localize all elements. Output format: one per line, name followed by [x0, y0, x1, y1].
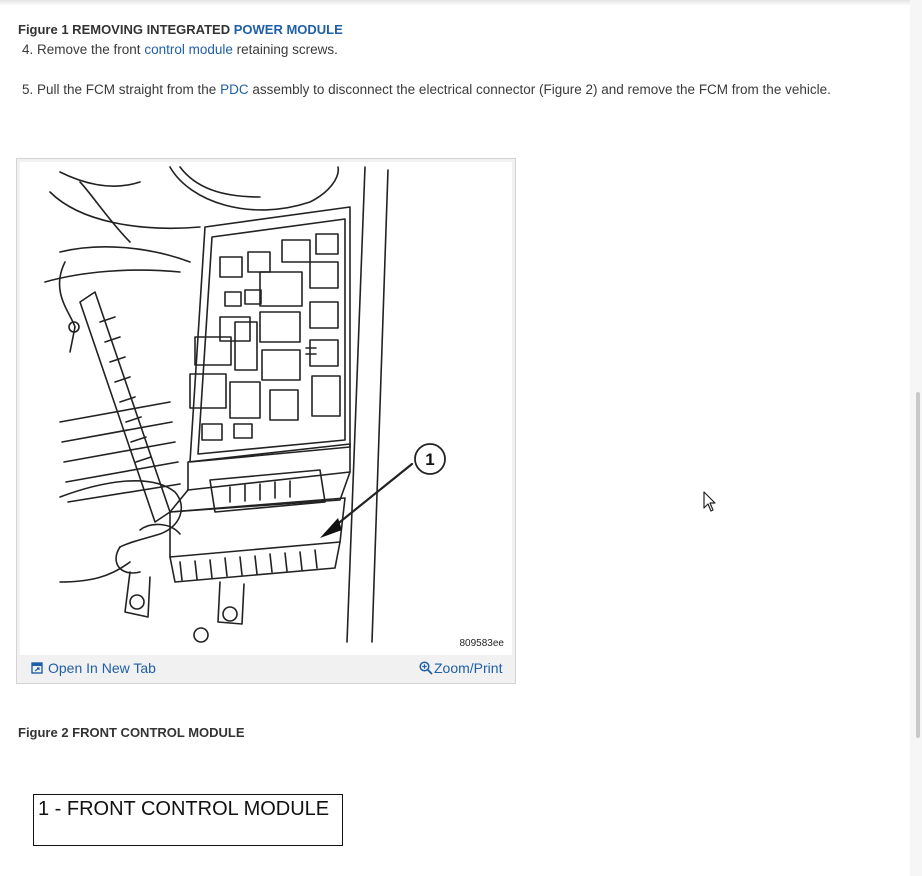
figure1-caption [18, 22, 343, 37]
fcm-removal-illustration[interactable] [20, 162, 512, 655]
step-5-text-end: assembly to disconnect the electrical connector (Figure 2) and remove the FCM from the vehicle. [248, 82, 831, 97]
step-4-text: 4. Remove the front [22, 42, 145, 57]
pdc-link[interactable]: PDC [220, 82, 249, 97]
figure-actions [17, 657, 515, 683]
top-shadow [0, 0, 922, 6]
mouse-pointer-icon [703, 491, 717, 513]
figure2-caption: Figure 2 FRONT CONTROL MODULE [18, 725, 245, 740]
legend-text: 1 - FRONT CONTROL MODULE [38, 798, 330, 820]
zoom-print-button[interactable] [419, 660, 502, 676]
figure-container [16, 158, 516, 684]
scrollbar-thumb[interactable] [916, 392, 920, 738]
zoom-icon [419, 661, 433, 675]
open-in-new-tab-label: Open In New Tab [48, 660, 156, 676]
image-id: 809583ee [459, 638, 504, 649]
open-tab-icon [31, 662, 43, 674]
callout-number: 1 [425, 450, 435, 469]
step-4 [22, 42, 338, 57]
control-module-link[interactable]: control module [144, 42, 233, 57]
power-module-link[interactable]: POWER MODULE [233, 22, 343, 37]
step-5-text: 5. Pull the FCM straight from the [22, 82, 221, 97]
open-in-new-tab-button[interactable] [31, 660, 156, 676]
illustration-drawing [20, 162, 512, 655]
figure1-caption-text: Figure 1 REMOVING INTEGRATED [18, 22, 234, 37]
step-4-text-end: retaining screws. [232, 42, 338, 57]
zoom-print-label: Zoom/Print [434, 660, 503, 676]
step-5 [22, 82, 831, 97]
legend-box [33, 794, 343, 846]
